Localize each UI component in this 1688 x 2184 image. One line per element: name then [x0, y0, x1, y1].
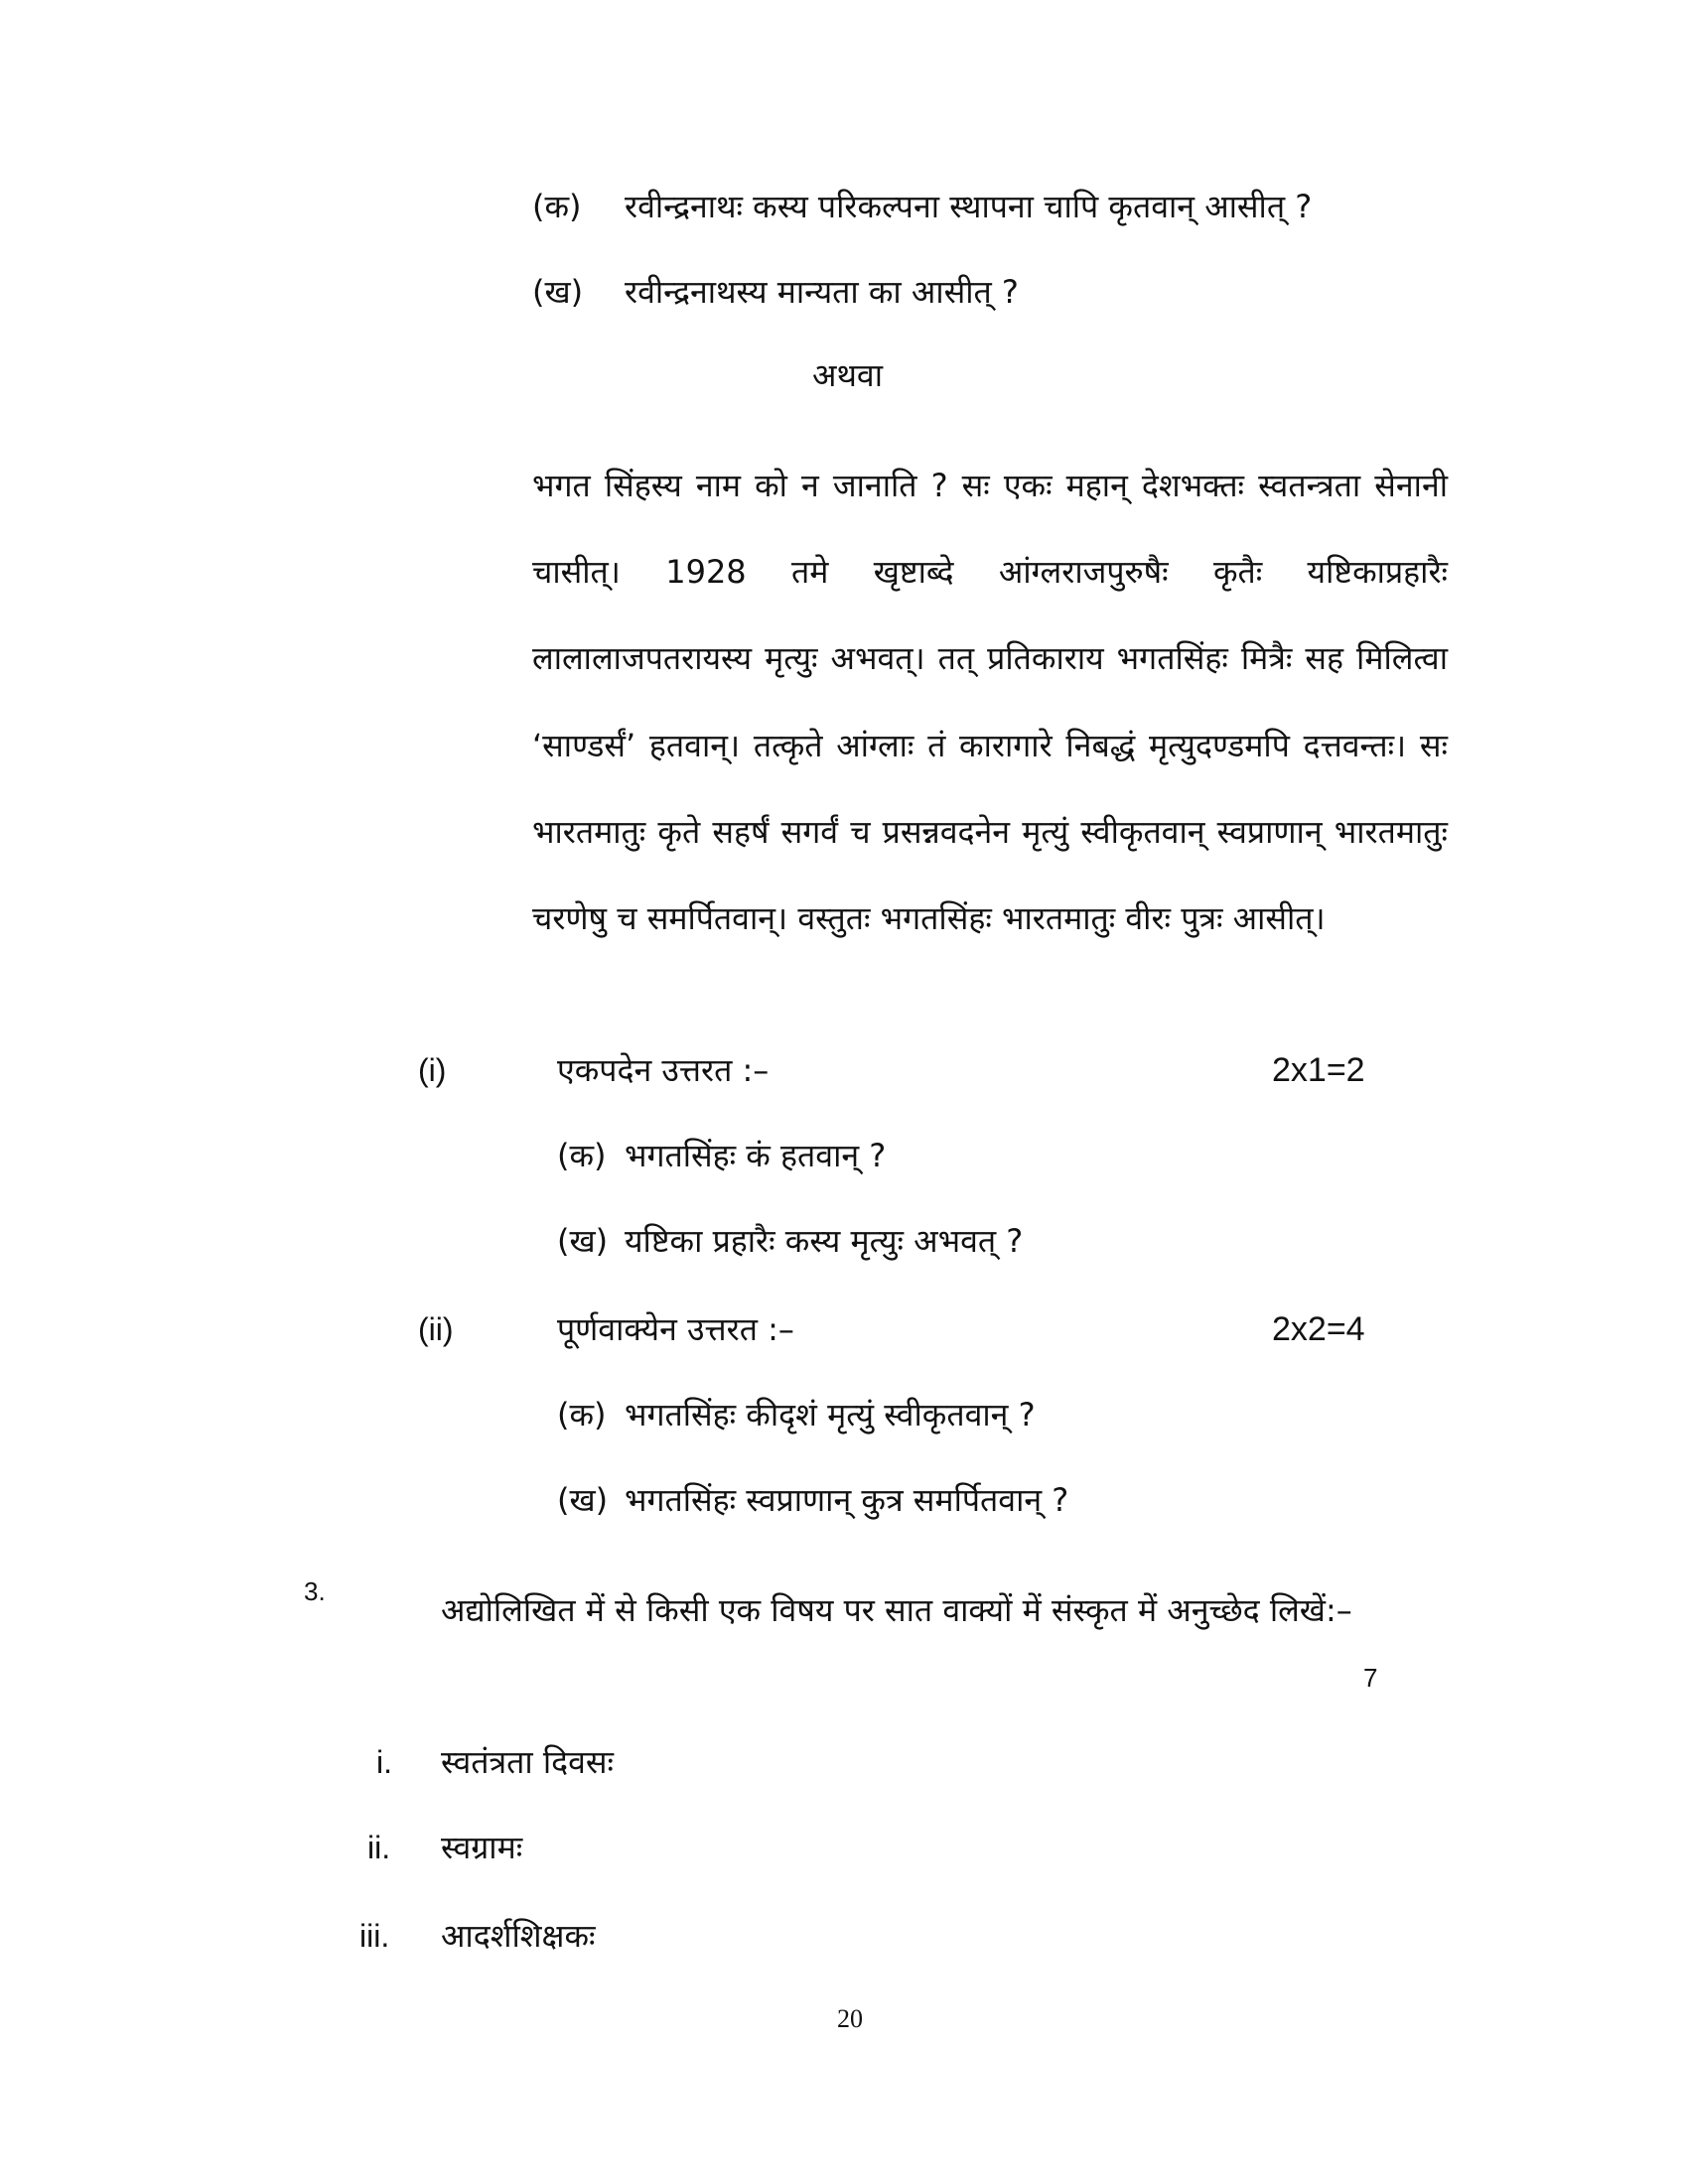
- section-instruction: एकपदेन उत्तरत :–: [557, 1051, 770, 1089]
- question-text: भगतसिंहः कं हतवान् ?: [625, 1137, 887, 1174]
- topic-text: आदर्शशिक्षकः: [441, 1917, 596, 1955]
- question-label: (ख): [532, 273, 584, 311]
- topic-text: स्वतंत्रता दिवसः: [441, 1743, 615, 1781]
- topic-label: i.: [376, 1744, 392, 1780]
- question-text: यष्टिका प्रहारैः कस्य मृत्युः अभवत् ?: [625, 1222, 1024, 1260]
- question-label: (ख): [557, 1222, 609, 1260]
- question-label: (ख): [557, 1481, 609, 1519]
- question-label: (क): [557, 1396, 607, 1433]
- question-marks: 7: [1363, 1663, 1378, 1693]
- section-label: (ii): [418, 1311, 454, 1347]
- question-label: (क): [532, 188, 582, 225]
- topic-label: iii.: [359, 1918, 390, 1954]
- question-label: (क): [557, 1137, 607, 1174]
- question-number: 3.: [304, 1576, 326, 1606]
- passage-paragraph: भगत सिंहस्य नाम को न जानाति ? सः एकः महान् देशभक्तः स्वतन्त्रता सेनानी चासीत्। 1928 तमे खृष्टाब्दे आंग्लराजपुरुषैः कृतैः यष्टिकाप्रहारैः लालालाजपतरायस्य मृत्युः अभवत्। तत् प्रतिकाराय भगतसिंहः मित्रैः सह मिलित्वा ‘साण्डर्सं’ हतवान्। तत्कृते आंग्लाः तं कारागारे निबद्धं मृत्युदण्डमपि दत्तवन्तः। सः भारतमातुः कृते सहर्षं सगर्वं च प्रसन्नवदनेन मृत्युं स्वीकृतवान् स्वप्राणान् भारतमातुः चरणेषु च समर्पितवान्। वस्तुतः भगतसिंहः भारतमातुः वीरः पुत्रः आसीत्।: [532, 467, 1448, 938]
- question-text: भगतसिंहः कीदृशं मृत्युं स्वीकृतवान् ?: [625, 1396, 1036, 1433]
- section-marks: 2x1=2: [1272, 1051, 1365, 1089]
- question-text: रवीन्द्रनाथः कस्य परिकल्पना स्थापना चापि कृतवान् आसीत् ?: [625, 188, 1313, 225]
- question-text: भगतसिंहः स्वप्राणान् कुत्र समर्पितवान् ?: [625, 1481, 1069, 1519]
- topic-text: स्वग्रामः: [441, 1829, 523, 1866]
- section-instruction: पूर्णवाक्येन उत्तरत :–: [557, 1310, 794, 1348]
- question-text: अद्योलिखित में से किसी एक विषय पर सात वाक्यों में संस्कृत में अनुच्छेद लिखें:–: [441, 1591, 1352, 1629]
- topic-label: ii.: [367, 1830, 391, 1865]
- page-number: 20: [837, 2004, 863, 2033]
- or-label: अथवा: [812, 356, 883, 394]
- question-text: रवीन्द्रनाथस्य मान्यता का आसीत् ?: [625, 273, 1019, 311]
- section-marks: 2x2=4: [1272, 1310, 1365, 1348]
- section-label: (i): [418, 1052, 447, 1088]
